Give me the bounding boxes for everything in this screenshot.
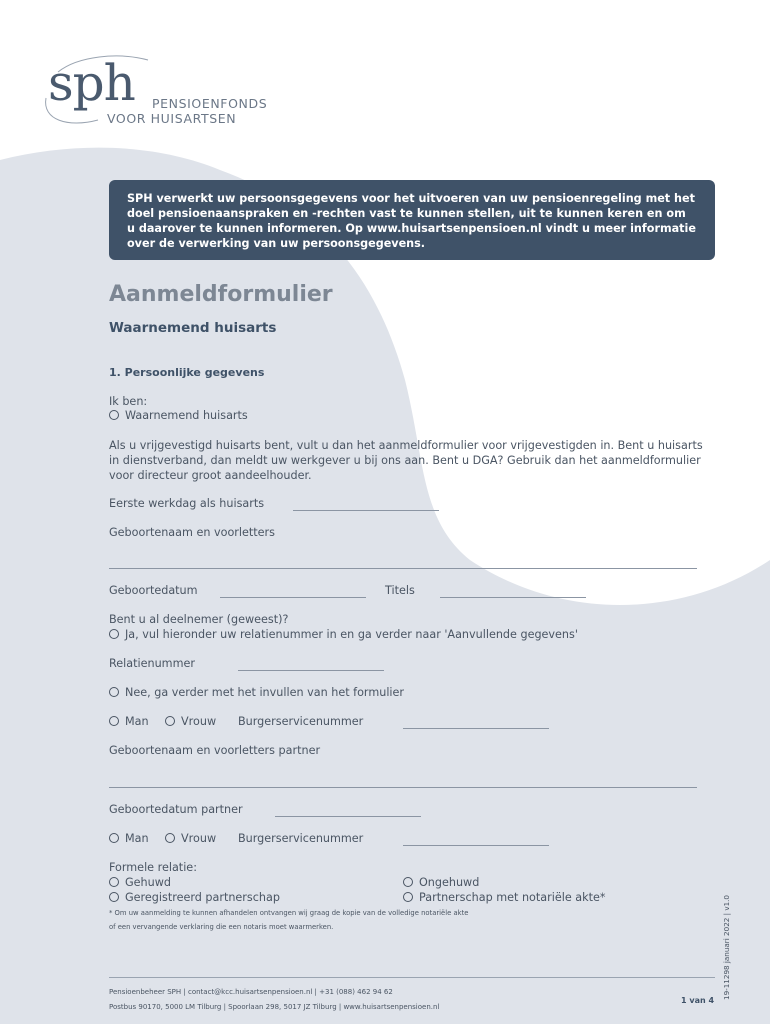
radio-deelnemer-no[interactable] [109, 687, 119, 697]
radio-partner-vrouw[interactable] [165, 833, 175, 843]
privacy-notice: SPH verwerkt uw persoonsgegevens voor het uitvoeren van uw pensioenregeling met het doel pensioenaanspraken en -rechten vast te kunnen stellen, uit te kunnen keren en om u daarover te kunnen informeren. Op www.huisartsenpensioen.nl vindt u meer informatie over de verwerking van uw persoonsgegevens. [109, 180, 715, 260]
notarieel-option[interactable] [403, 891, 605, 905]
partner-bsn-field[interactable] [403, 845, 549, 846]
geboortedatum-field[interactable] [220, 597, 366, 598]
geboortedatum-partner-label: Geboortedatum partner [109, 803, 243, 816]
radio-waarnemend[interactable] [109, 410, 119, 420]
waarnemend-option[interactable] [109, 409, 248, 423]
partner-man-label: Man [125, 832, 149, 845]
gender-vrouw-option[interactable] [165, 715, 216, 729]
section-heading: 1. Persoonlijke gegevens [109, 366, 265, 379]
footnote-line-1: * Om uw aanmelding te kunnen afhandelen ontvangen wij graag de kopie van de volledige notariële akte [109, 909, 469, 917]
footer-address: Postbus 90170, 5000 LM Tilburg | Spoorlaan 298, 5017 JZ Tilburg | www.huisartsenpensioen.nl [109, 1003, 440, 1011]
geboortenaam-partner-label: Geboortenaam en voorletters partner [109, 744, 321, 757]
gender-man-option[interactable] [109, 715, 149, 729]
notarieel-label: Partnerschap met notariële akte* [419, 891, 606, 904]
radio-gehuwd[interactable] [109, 877, 119, 887]
ongehuwd-label: Ongehuwd [419, 876, 480, 889]
deelnemer-yes-label: Ja, vul hieronder uw relatienummer in en ga verder naar 'Aanvullende gegevens' [125, 628, 578, 641]
deelnemer-no-option[interactable] [109, 686, 404, 700]
gehuwd-label: Gehuwd [125, 876, 171, 889]
formele-relatie-label: Formele relatie: [109, 861, 197, 874]
footnote-line-2: of een vervangende verklaring die een notaris moet waarmerken. [109, 923, 334, 931]
titels-label: Titels [385, 584, 415, 597]
radio-partner-man[interactable] [109, 833, 119, 843]
eerste-werkdag-label: Eerste werkdag als huisarts [109, 497, 265, 510]
page-number: 1 van 4 [681, 996, 715, 1005]
radio-vrouw[interactable] [165, 716, 175, 726]
radio-geregistreerd[interactable] [109, 892, 119, 902]
bsn-label: Burgerservicenummer [238, 715, 364, 728]
geboortenaam-partner-field[interactable] [109, 787, 697, 788]
deelnemer-no-label: Nee, ga verder met het invullen van het formulier [125, 686, 405, 699]
geregistreerd-option[interactable] [109, 891, 280, 905]
vrouw-label: Vrouw [181, 715, 217, 728]
titels-field[interactable] [440, 597, 586, 598]
logo-line-1: PENSIOENFONDS [152, 96, 268, 111]
radio-deelnemer-yes[interactable] [109, 629, 119, 639]
man-label: Man [125, 715, 149, 728]
eerste-werkdag-field[interactable] [293, 510, 439, 511]
sph-logo [38, 50, 298, 140]
partner-bsn-label: Burgerservicenummer [238, 832, 364, 845]
partner-vrouw-label: Vrouw [181, 832, 217, 845]
footer-contact: Pensioenbeheer SPH | contact@kcc.huisartsenpensioen.nl | +31 (088) 462 94 62 [109, 988, 393, 996]
logo-line-2: VOOR HUISARTSEN [107, 111, 237, 126]
footer-divider [109, 977, 715, 978]
radio-ongehuwd[interactable] [403, 877, 413, 887]
waarnemend-label: Waarnemend huisarts [125, 409, 248, 422]
page-subtitle: Waarnemend huisarts [109, 320, 277, 336]
radio-man[interactable] [109, 716, 119, 726]
radio-notarieel[interactable] [403, 892, 413, 902]
intro-paragraph: Als u vrijgevestigd huisarts bent, vult u dan het aanmeldformulier voor vrijgevestigden in. Bent u huisarts in dienstverband, dan meldt uw werkgever u bij ons aan. Bent u DGA? Gebruik dan het aanmeldformulier voor directeur groot aandeelhouder. [109, 439, 703, 482]
geregistreerd-label: Geregistreerd partnerschap [125, 891, 280, 904]
relatienummer-label: Relatienummer [109, 657, 195, 670]
relatienummer-field[interactable] [238, 670, 384, 671]
ongehuwd-option[interactable] [403, 876, 479, 890]
partner-vrouw-option[interactable] [165, 832, 216, 846]
geboortedatum-label: Geboortedatum [109, 584, 198, 597]
deelnemer-question: Bent u al deelnemer (geweest)? [109, 613, 289, 626]
geboortedatum-partner-field[interactable] [275, 816, 421, 817]
ik-ben-label: Ik ben: [109, 395, 148, 408]
geboortenaam-label: Geboortenaam en voorletters [109, 526, 275, 539]
logo-mark: sph [48, 54, 135, 112]
page-title: Aanmeldformulier [109, 282, 333, 307]
partner-man-option[interactable] [109, 832, 149, 846]
bsn-field[interactable] [403, 728, 549, 729]
gehuwd-option[interactable] [109, 876, 171, 890]
deelnemer-yes-option[interactable] [109, 628, 578, 642]
geboortenaam-field[interactable] [109, 568, 697, 569]
version-text: 19-11298 januari 2022 | v1.0 [722, 894, 731, 1000]
